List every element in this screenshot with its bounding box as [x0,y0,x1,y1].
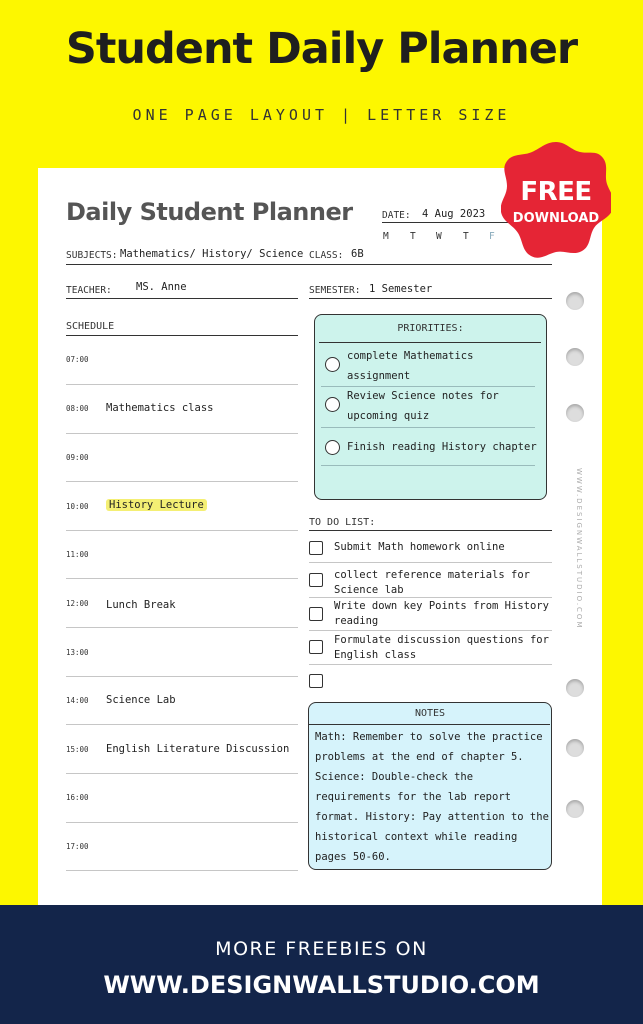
semester-value: 1 Semester [369,283,433,295]
priority-checkbox[interactable] [325,357,340,372]
semester-label: SEMESTER: [309,285,361,296]
schedule-time: 14:00 [66,696,89,705]
schedule-time: 08:00 [66,404,89,413]
planner-title: Daily Student Planner [66,198,353,226]
schedule-line [66,481,298,482]
weekday-t2[interactable]: T [463,231,469,242]
todo-checkbox[interactable] [309,640,323,654]
schedule-time: 12:00 [66,599,89,608]
weekday-t[interactable]: T [410,231,416,242]
schedule-time: 07:00 [66,355,89,364]
hero-subtitle: ONE PAGE LAYOUT | LETTER SIZE [132,106,511,124]
schedule-time: 17:00 [66,842,89,851]
notes-header-line [309,724,550,725]
schedule-underline [66,335,298,336]
schedule-entry[interactable]: Lunch Break [106,599,176,611]
priority-item[interactable]: Review Science notes for upcoming quiz [347,390,499,422]
schedule-label: SCHEDULE [66,321,115,332]
semester-underline [309,298,552,299]
schedule-time: 09:00 [66,453,89,462]
schedule-entry[interactable]: English Literature Discussion [106,743,290,755]
teacher-underline [66,298,298,299]
date-label: DATE: [382,210,411,221]
weekday-w[interactable]: W [436,231,442,242]
todo-label: TO DO LIST: [309,517,376,528]
subjects-label: SUBJECTS: [66,250,118,261]
schedule-time: 10:00 [66,502,89,511]
weekday-f[interactable]: F [489,231,495,242]
hero-title: Student Daily Planner [65,24,578,74]
priority-line [321,465,535,466]
class-label: CLASS: [309,250,344,261]
schedule-line [66,870,298,871]
todo-checkbox[interactable] [309,541,323,555]
todo-line [309,630,552,631]
binder-hole [566,292,584,310]
notes-label: NOTES [414,708,446,719]
weekday-m[interactable]: M [383,231,389,242]
schedule-entry-highlighted[interactable] [106,499,207,511]
priority-item[interactable]: complete Mathematics assignment [347,350,474,382]
schedule-line [66,433,298,434]
priorities-label: PRIORITIES: [397,323,464,334]
todo-line [309,562,552,563]
schedule-line [66,578,298,579]
teacher-value: MS. Anne [136,281,187,293]
todo-line [309,597,552,598]
teacher-label: TEACHER: [66,285,112,296]
priority-line [321,427,535,428]
todo-underline [309,530,552,531]
todo-item[interactable]: collect reference materials for Science lab [334,569,530,596]
date-value: 4 Aug 2023 [422,208,486,220]
schedule-entry[interactable]: Mathematics class [106,402,214,414]
binder-hole [566,404,584,422]
binder-hole [566,739,584,757]
priority-checkbox[interactable] [325,440,340,455]
schedule-time: 13:00 [66,648,89,657]
todo-line [309,664,552,665]
subjects-value: Mathematics/ History/ Science [120,248,304,260]
footer-url-link[interactable]: WWW.DESIGNWALLSTUDIO.COM [103,971,540,999]
highlight-marker: History Lecture [106,499,207,511]
schedule-entry[interactable]: Science Lab [106,694,176,706]
notes-box [308,702,552,870]
schedule-time: 16:00 [66,793,89,802]
subjects-underline [66,264,552,265]
priorities-box [314,314,547,500]
schedule-line [66,724,298,725]
schedule-line [66,627,298,628]
todo-item[interactable]: Write down key Points from History reading [334,600,549,627]
priority-checkbox[interactable] [325,397,340,412]
priority-item[interactable]: Finish reading History chapter [347,441,537,453]
footer-tagline: MORE FREEBIES ON [215,938,428,960]
schedule-time: 15:00 [66,745,89,754]
class-value: 6B [351,248,364,260]
footer-banner [0,905,643,1024]
schedule-time: 11:00 [66,550,89,559]
schedule-line [66,676,298,677]
todo-checkbox[interactable] [309,573,323,587]
schedule-line [66,773,298,774]
vertical-watermark: WWW.DESIGNWALLSTUDIO.COM [575,468,583,630]
binder-hole [566,679,584,697]
todo-checkbox[interactable] [309,674,323,688]
binder-hole [566,800,584,818]
binder-hole [566,348,584,366]
badge-download-text: DOWNLOAD [512,211,600,226]
schedule-line [66,384,298,385]
planner-page [38,168,602,908]
todo-checkbox[interactable] [309,607,323,621]
badge-free-text: FREE [520,177,592,207]
notes-text[interactable]: Math: Remember to solve the practice problems at the end of chapter 5. Science: Double-check the requirements for the lab report format. History: Pay attention to the historical context while reading pages 50-60. [315,731,549,863]
priorities-header-line [319,342,541,343]
schedule-line [66,822,298,823]
todo-item[interactable]: Submit Math homework online [334,541,505,553]
schedule-line [66,530,298,531]
todo-item[interactable]: Formulate discussion questions for English class [334,634,549,661]
